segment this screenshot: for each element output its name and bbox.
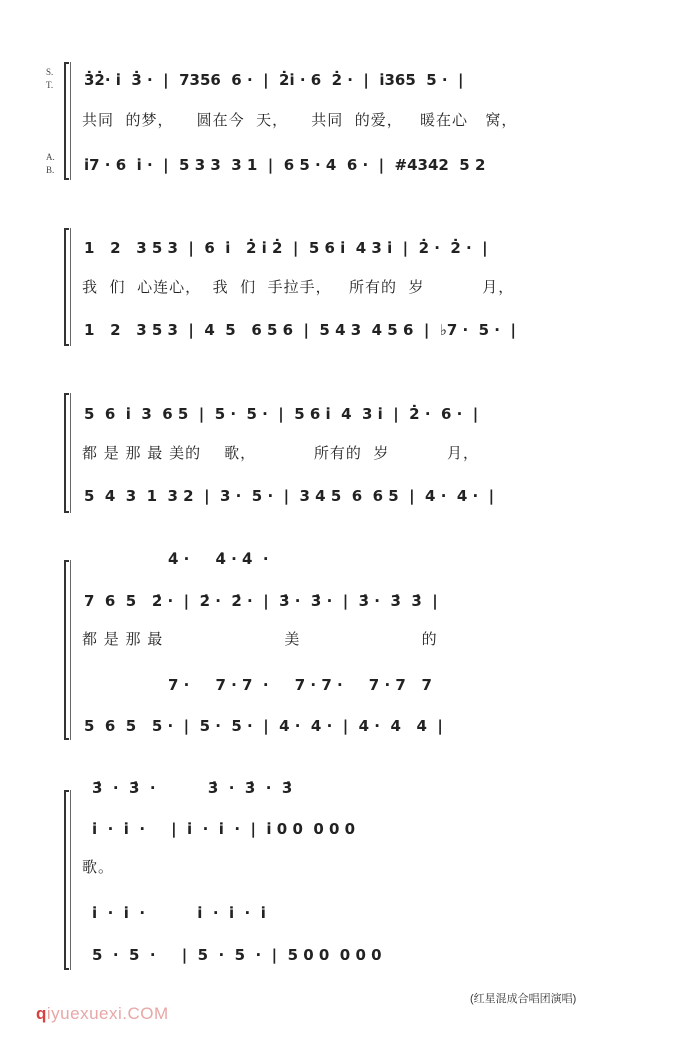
upper-staff-notes: i̇ · i̇ · | i̇ · i̇ · | i̇ 0 0 0 0 0 (92, 820, 356, 838)
system-bracket (64, 228, 66, 346)
upper-staff-notes: 3̇2̇· i̇ 3̇ · | 7356 6 · | 2̇i̇ · 6 2̇ · | i̇365 5 · | (84, 71, 464, 89)
upper-harmony-notes: 4̇ · 4̇ · 4̇ · (168, 550, 269, 568)
voice-label-a: A. (46, 152, 55, 162)
lower-staff-notes: 5 · 5 · | 5 · 5 · | 5 0 0 0 0 0 (92, 946, 382, 964)
system-line (70, 393, 71, 513)
lower-harmony-notes: i̇ · i̇ · i̇ · i̇ · i̇ (92, 904, 266, 922)
lower-harmony-notes: 7 · 7 · 7 · 7 · 7 · 7 · 7 7 (168, 676, 432, 694)
system-line (70, 560, 71, 740)
lyric-line: 都 是 那 最 美的 歌， 所有的 岁 月， (82, 444, 480, 462)
lyric-line: 共同 的梦， 圆在今 天， 共同 的爱， 暖在心 窝， (82, 111, 518, 129)
lower-staff-notes: 5 6 5 5 · | 5 · 5 · | 4 · 4 · | 4 · 4 4 | (84, 717, 443, 735)
lyric-line: 我 们 心连心， 我 们 手拉手， 所有的 岁 月， (82, 278, 515, 296)
upper-staff-notes: 1 2 3 5 3 | 6 i̇ 2̇ i̇ 2̇ | 5 6 i̇ 4 3 i̇ | 2̇ · 2̇ · | (84, 239, 488, 257)
upper-staff-notes: 5 6 i̇ 3 6 5 | 5 · 5 · | 5 6 i̇ 4 3 i̇ | 2̇ · 6 · | (84, 405, 479, 423)
lyric-line: 都 是 那 最 美 的 (82, 630, 438, 648)
system-bracket (64, 790, 66, 970)
site-watermark (36, 1004, 169, 1024)
voice-label-b: B. (46, 165, 55, 175)
watermark-text: iyuexuexi.COM (46, 1004, 169, 1023)
lower-staff-notes: i̇7 · 6 i̇ · | 5 3 3 3 1 | 6 5 · 4 6 · | #4342 5 2 (84, 156, 486, 174)
voice-label-s: S. (46, 67, 54, 77)
system-bracket (64, 560, 66, 740)
upper-staff-notes: 7 6 5 2̇ · | 2̇ · 2̇ · | 3̇ · 3̇ · | 3̇ · 3̇ 3̇ | (84, 592, 438, 610)
upper-harmony-notes: 3̇ · 3̇ · 3̇ · 3̇ · 3̇ (92, 779, 293, 797)
system-line (70, 62, 71, 180)
lower-staff-notes: 1 2 3 5 3 | 4 5 6 5 6 | 5 4 3 4 5 6 | ♭7 · 5 · | (84, 321, 516, 339)
lower-staff-notes: 5 4 3 1 3 2 | 3 · 5 · | 3 4 5 6 6 5 | 4 · 4 · | (84, 487, 495, 505)
performer-credit: (红星混成合唱团演唱) (470, 993, 577, 1005)
system-bracket (64, 62, 66, 180)
voice-label-t: T. (46, 80, 54, 90)
system-line (70, 790, 71, 970)
watermark-initial: q (36, 1004, 47, 1023)
system-line (70, 228, 71, 346)
lyric-line: 歌。 (82, 858, 115, 876)
system-bracket (64, 393, 66, 513)
